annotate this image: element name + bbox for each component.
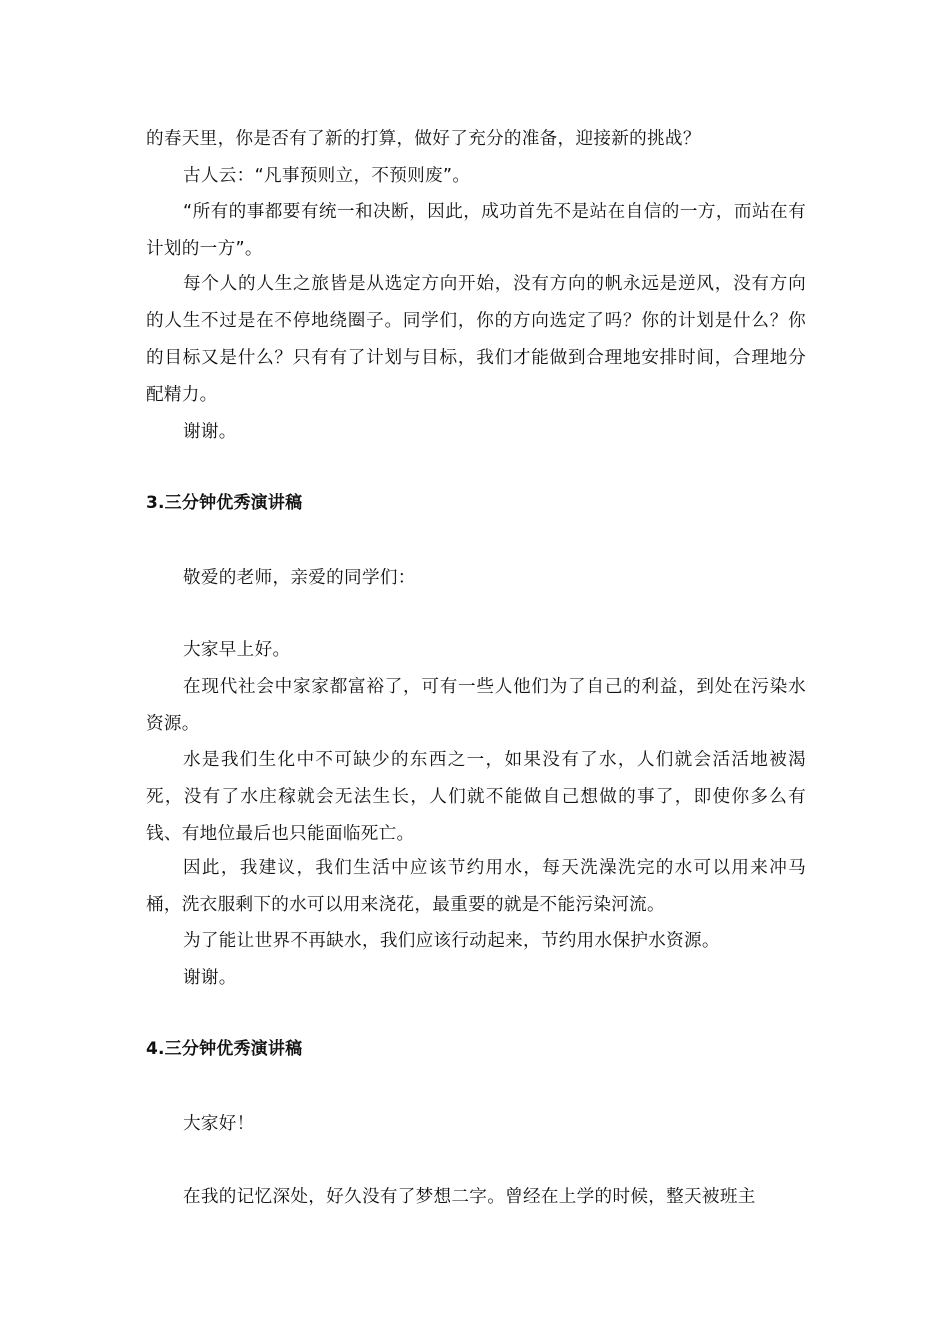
paragraph-hello-all: 大家好！ [183, 1114, 255, 1134]
paragraph-suggestion: 因此，我建议，我们生活中应该节约用水，每天洗澡洗完的水可以用来冲马桶，洗衣服剩下的水可以用来浇花，最重要的就是不能污染河流。 [146, 858, 806, 915]
paragraph-quote-plan: “所有的事都要有统一和决断，因此，成功首先不是站在自信的一方，而站在有计划的一方”。 [146, 202, 806, 259]
paragraph-thanks-1: 谢谢。 [183, 422, 237, 442]
paragraph-good-morning: 大家早上好。 [183, 640, 291, 660]
paragraph-thanks-2: 谢谢。 [183, 968, 237, 988]
paragraph-continuation: 的春天里，你是否有了新的打算，做好了充分的准备，迎接新的挑战？ [146, 129, 701, 149]
section-heading-3: 3.三分钟优秀演讲稿 [146, 493, 303, 513]
section-heading-4: 4.三分钟优秀演讲稿 [146, 1039, 303, 1059]
paragraph-water-importance: 水是我们生化中不可缺少的东西之一，如果没有了水，人们就会活活地被渴死，没有了水庄稼就会无法生长，人们就不能做自己想做的事了，即使你多么有钱、有地位最后也只能面临死亡。 [146, 750, 806, 844]
paragraph-call-to-action: 为了能让世界不再缺水，我们应该行动起来，节约用水保护水资源。 [183, 931, 720, 951]
paragraph-greeting-teachers: 敬爱的老师，亲爱的同学们： [183, 568, 416, 588]
paragraph-memory: 在我的记忆深处，好久没有了梦想二字。曾经在上学的时候，整天被班主 [183, 1187, 756, 1207]
paragraph-pollution: 在现代社会中家家都富裕了，可有一些人他们为了自己的利益，到处在污染水资源。 [146, 677, 806, 734]
paragraph-quote-ancient: 古人云：“凡事预则立，不预则废”。 [183, 166, 471, 186]
paragraph-direction: 每个人的人生之旅皆是从选定方向开始，没有方向的帆永远是逆风，没有方向的人生不过是在不停地绕圈子。同学们，你的方向选定了吗？你的计划是什么？你的目标又是什么？只有有了计划与目标，我们才能做到合理地安排时间，合理地分配精力。 [146, 274, 806, 405]
